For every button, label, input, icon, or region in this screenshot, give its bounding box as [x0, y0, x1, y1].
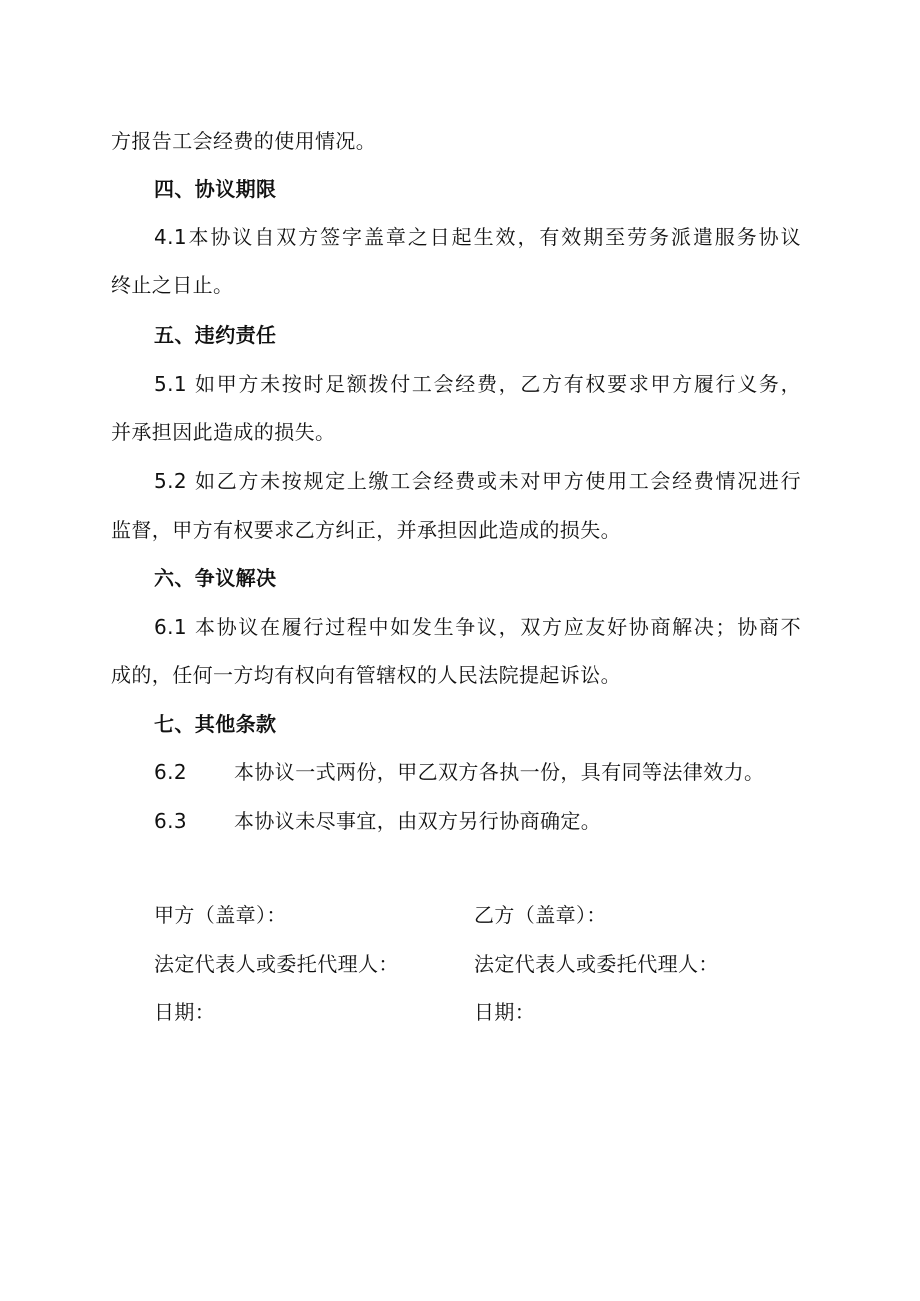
party-b-representative-label: 法定代表人或委托代理人：: [474, 952, 719, 976]
clause-5-1-line-2: 并承担因此造成的损失。: [111, 420, 336, 444]
party-b-date-label: 日期：: [474, 1000, 536, 1024]
section-heading-term: 四、协议期限: [154, 177, 277, 201]
paragraph-continuation: 方报告工会经费的使用情况。: [111, 129, 377, 153]
party-a-representative-label: 法定代表人或委托代理人：: [154, 952, 399, 976]
clause-5-1-line-1: 5.1 如甲方未按时足额拨付工会经费，乙方有权要求甲方履行义务，: [154, 372, 801, 396]
clause-6-1-line-2: 成的，任何一方均有权向有管辖权的人民法院提起诉讼。: [111, 663, 621, 687]
clause-6-2: [154, 757, 854, 787]
party-a-seal-label: 甲方（盖章）：: [154, 903, 287, 927]
clause-6-3-text: 本协议未尽事宜，由双方另行协商确定。: [234, 809, 602, 833]
clause-6-3-number: 6.3: [154, 809, 188, 833]
clause-6-2-number: 6.2: [154, 760, 188, 784]
party-b-seal-label: 乙方（盖章）：: [474, 903, 607, 927]
party-a-date-label: 日期：: [154, 1000, 216, 1024]
clause-6-2-text: 本协议一式两份，甲乙双方各执一份，具有同等法律效力。: [234, 760, 765, 784]
clause-4-1-line-1: 4.1本协议自双方签字盖章之日起生效，有效期至劳务派遣服务协议: [154, 225, 801, 249]
section-heading-dispute: 六、争议解决: [154, 566, 277, 590]
section-heading-other: 七、其他条款: [154, 712, 277, 736]
clause-4-1-line-2: 终止之日止。: [111, 273, 234, 297]
clause-6-1-line-1: 6.1 本协议在履行过程中如发生争议，双方应友好协商解决；协商不: [154, 615, 801, 639]
clause-5-2-line-1: 5.2 如乙方未按规定上缴工会经费或未对甲方使用工会经费情况进行: [154, 469, 801, 493]
section-heading-liability: 五、违约责任: [154, 323, 277, 347]
clause-6-3: [154, 806, 854, 836]
clause-5-2-line-2: 监督，甲方有权要求乙方纠正，并承担因此造成的损失。: [111, 518, 621, 542]
